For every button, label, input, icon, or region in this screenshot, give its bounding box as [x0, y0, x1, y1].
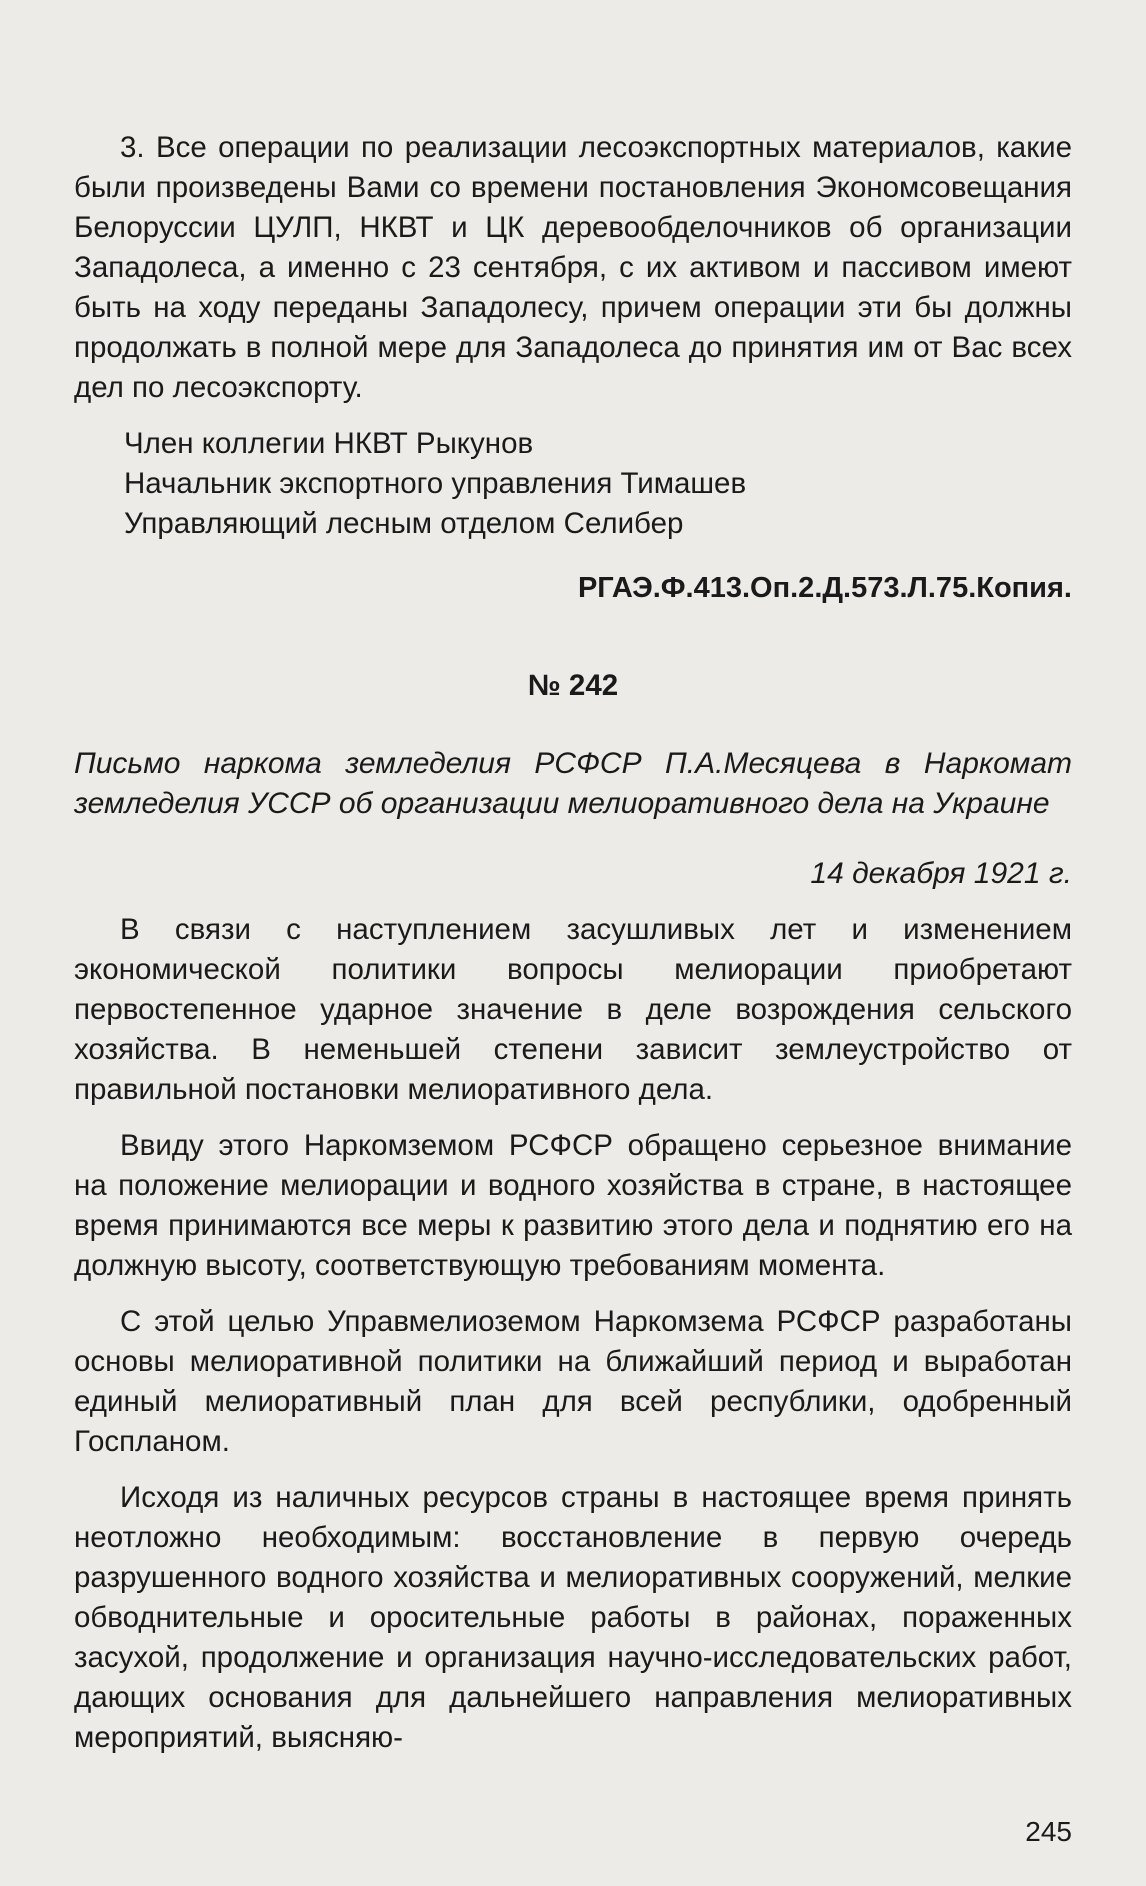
page-number: 245 — [1025, 1816, 1072, 1847]
document-date: 14 декабря 1921 г. — [810, 857, 1072, 890]
paragraph: Ввиду этого Наркомземом РСФСР обращено серьезное внимание на положение мелиорации и водного хозяйства в стране, в настоящее время принимаются все меры к развитию этого дела и поднятию его на должную высоту, соответствующую требованиям момента. — [74, 1129, 1072, 1282]
signature-line: Начальник экспортного управления Тимашев — [124, 467, 747, 500]
document-number: № 242 — [527, 669, 619, 702]
signature-line: Управляющий лесным отделом Селибер — [124, 507, 684, 540]
paragraph: Исходя из наличных ресурсов страны в настоящее время принять неотложно необходимым: восстановление в первую очередь разрушенного водного хозяйства и мелиоративных сооружений, мелкие обводнительные и оросительные работы в районах, пораженных засухой, продолжение и организация научно-исследовательских работ, дающих основания для дальнейшего направления мелиоративных мероприятий, выясняю- — [74, 1481, 1072, 1754]
archive-reference: РГАЭ.Ф.413.Оп.2.Д.573.Л.75.Копия. — [577, 572, 1072, 604]
paragraph: С этой целью Управмелиоземом Наркомзема РСФСР разработаны основы мелиоративной политики на ближайший период и выработан единый мелиоративный план для всей республики, одобренный Госпланом. — [74, 1305, 1072, 1458]
paragraph: В связи с наступлением засушливых лет и изменением экономической политики вопросы мелиорации приобретают первостепенное ударное значение в деле возрождения сельского хозяйства. В неменьшей степени зависит землеустройство от правильной постановки мелиоративного дела. — [74, 913, 1072, 1106]
paragraph-item-3: 3. Все операции по реализации лесоэкспортных материалов, какие были произведены Вами со времени постановления Экономсовещания Белоруссии ЦУЛП, НКВТ и ЦК деревообделочников об организации Западолеса, а именно с 23 сентября, с их активом и пассивом имеют быть на ходу переданы Западолесу, причем операции эти бы должны продолжать в полной мере для Западолеса до принятия им от Вас всех дел по лесоэкспорту. — [74, 131, 1072, 404]
document-title: Письмо наркома земледелия РСФСР П.А.Месяцева в Наркомат земледелия УССР об организации мелиоративного дела на Украине — [74, 747, 1072, 820]
document-page — [74, 128, 1072, 1758]
signature-line: Член коллегии НКВТ Рыкунов — [124, 427, 534, 460]
